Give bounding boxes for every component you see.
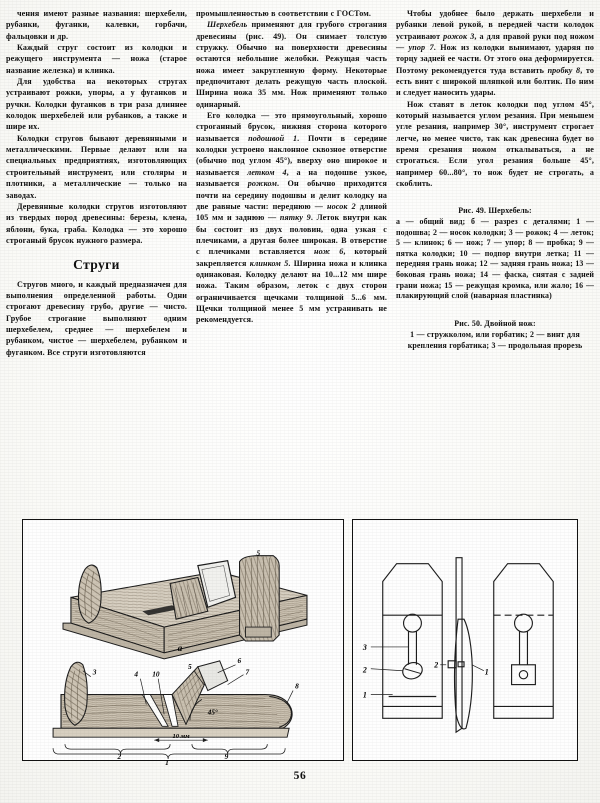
figure-callout-5: 5	[187, 661, 192, 671]
paragraph: Деревянные колодки стругов изготовляют из твердых пород древесины: березы, клена, яблони, бука, граба. Колодка — это хорошо строганый брусок нужного размера.	[6, 201, 187, 245]
double-knife-front-view	[383, 564, 442, 719]
figure-callout-wedge-5: 5	[256, 548, 261, 558]
paragraph: промышленностью в соответствии с ГОСТом.	[196, 9, 372, 18]
paragraph: Каждый струг состоит из колодки и режущего инструмента — ножа (старое название железка) и клинка.	[6, 43, 187, 75]
figure-50-callout-2: 2	[362, 665, 367, 675]
figure-callout-6: 6	[237, 655, 242, 665]
paragraph: Для удобства на некоторых стругах устраивают рожки, упоры, а у фуганков и ручки. Колодки фуганков в три раза длиннее колодок шерхебелей или рубанков, а также и шире их.	[6, 77, 187, 132]
text-column-1	[6, 8, 196, 503]
paragraph: Шерхебель применяют для грубого строгания древесины (рис. 49). Он снимает толстую стружку. Обычно на поверхности древесины остаются небольшие желобки. Режущая часть ножа имеет закругленную форму. Некоторые предпочитают делать режущую часть плоской. Ширина ножа 35 мм. Нож применяют только одинарный.	[196, 20, 387, 109]
text-column-3	[396, 8, 594, 503]
paragraph: Его колодка — это прямоугольный, хорошо строганный брусок, нижняя сторона которого называется подошвой 1. Почти в середине колодки устроено наклонное сквозное отверстие (обычно под углом 45°), вверху оно широкое и называется летком 4, а на подошве узкое, называется рожком. Он обычно приходится почти на середину подошвы и делит колодку на две равные части: переднюю — носок 2 длиной 105 мм и заднюю — пятку 9. Леток внутри как бы состоит из двух половин, одна узкая с плечиками, а другая более широкая. В отверстие с плечиками вставляется нож 6, который закрепляется клинком 5. Ширина ножа и клинка одинаковая. Колодку делают на 10...12 мм шире ножа. Таким образом, леток с двух сторон ограничивается щечками толщиной 5...6 мм. Щечки толщиной менее 5 мм устранивать не рекомендуется.	[196, 111, 388, 325]
paragraph: Нож ставят в леток колодки под углом 45°, который называется углом резания. При меньшем угле резания, например 30°, инструмент строгает легче, но менее чисто, так как древесина будет во время срезания ножом откалываться, а не строгаться. Если угол резания больше 45°, например 60...80°, то нож будет не строгать, а скоблить.	[396, 99, 594, 189]
figure-callout-1: 1	[165, 757, 169, 767]
wedge-and-blade-views	[240, 549, 280, 641]
double-knife-side-view	[448, 558, 472, 732]
page-number: 56	[293, 770, 307, 782]
figure-50-callout-1: 1	[362, 690, 367, 700]
paragraph: Стругов много, и каждый предназначен для выполнения определенной работы. Одни строгают древесину грубо, другие — чисто. Грубое строгание выполняют одним шерхебелем, среднее — шерхебелем и рубанком, чистое — шерхебелем, рубанком и фуганком. Все струги изготовляются	[6, 279, 187, 357]
figure-caption-49	[396, 206, 594, 302]
figure-callout-4: 4	[134, 669, 139, 679]
figure-49-frame	[22, 519, 344, 767]
figure-50-drawing	[353, 520, 577, 760]
paragraph: чения имеют разные названия: шерхебели, рубанки, фуганки, калевки, горбачи, фальцовки и др.	[6, 9, 187, 41]
figure-50-callout-3: 3	[362, 642, 367, 652]
figure-angle-label: 45°	[207, 708, 218, 717]
figure-caption-49-body: а — общий вид; б — разрез с деталями; 1 — подошва; 2 — носок колодки; 3 — рожок; 4 — леток; 5 — клинок; 6 — нож; 7 — упор; 8 — пробка; 9 — пятка колодки; 10 — подпор внутри летка; 11 — передняя грань ножа; 12 — задняя грань ножа; 13 — боковая грань ножа; 14 — фаска, снятая с задней грани ножа; 15 — режущая кромка, или жало; 16 — плакирующий слой (наварная пластинка)	[396, 217, 594, 301]
text-column-2	[196, 8, 396, 503]
figure-caption-50-body: 1 — стружколом, или горбатик; 2 — винт для крепления горбатика; 3 — продольная прорезь	[407, 330, 583, 351]
plane-section-view-b	[53, 656, 299, 767]
figure-49-drawing	[23, 520, 343, 767]
figure-callout-10: 10	[152, 669, 160, 679]
figure-50-side-callout-1: 1	[484, 667, 489, 677]
figures-row	[6, 519, 594, 767]
figure-callout-3: 3	[92, 667, 97, 677]
paragraph: Колодки стругов бывают деревянными и металлическими. Первые делают или на специальных предприятиях, изготовляющих строительный инструмент, или столяры и плотники, а металлические — только на заводах.	[6, 133, 187, 200]
double-knife-back-view	[494, 564, 553, 719]
figure-caption-50-heading: Рис. 50. Двойной нож:	[454, 318, 536, 328]
figure-caption-50	[396, 319, 594, 352]
figure-callout-9: 9	[224, 752, 229, 762]
figure-callout-2: 2	[117, 752, 122, 762]
paragraph: Чтобы удобнее было держать шерхебели и рубанки левой рукой, в передней части колодок устраивают рожок 3, а для правой руки под ножом — упор 7. Нож из колодки вынимают, ударяя по торцу задней ее части. От этого она деформируется. Поэтому рекомендуется туда вставить пробку 8, то есть винт с широкой шляпкой или болтик. По ним и следует наносить удары.	[396, 9, 595, 98]
figure-sublabel-a: а	[177, 642, 183, 653]
figure-callout-7: 7	[245, 667, 250, 677]
figure-callout-8: 8	[295, 681, 299, 691]
figure-dimension-label: 10 мм	[172, 733, 190, 741]
figure-50-frame	[352, 519, 578, 761]
figure-50-side-callout-2: 2	[434, 660, 439, 670]
figure-caption-49-heading: Рис. 49. Шерхебель:	[458, 205, 532, 215]
three-column-text-body	[6, 8, 594, 503]
section-heading: Струги	[73, 257, 120, 273]
